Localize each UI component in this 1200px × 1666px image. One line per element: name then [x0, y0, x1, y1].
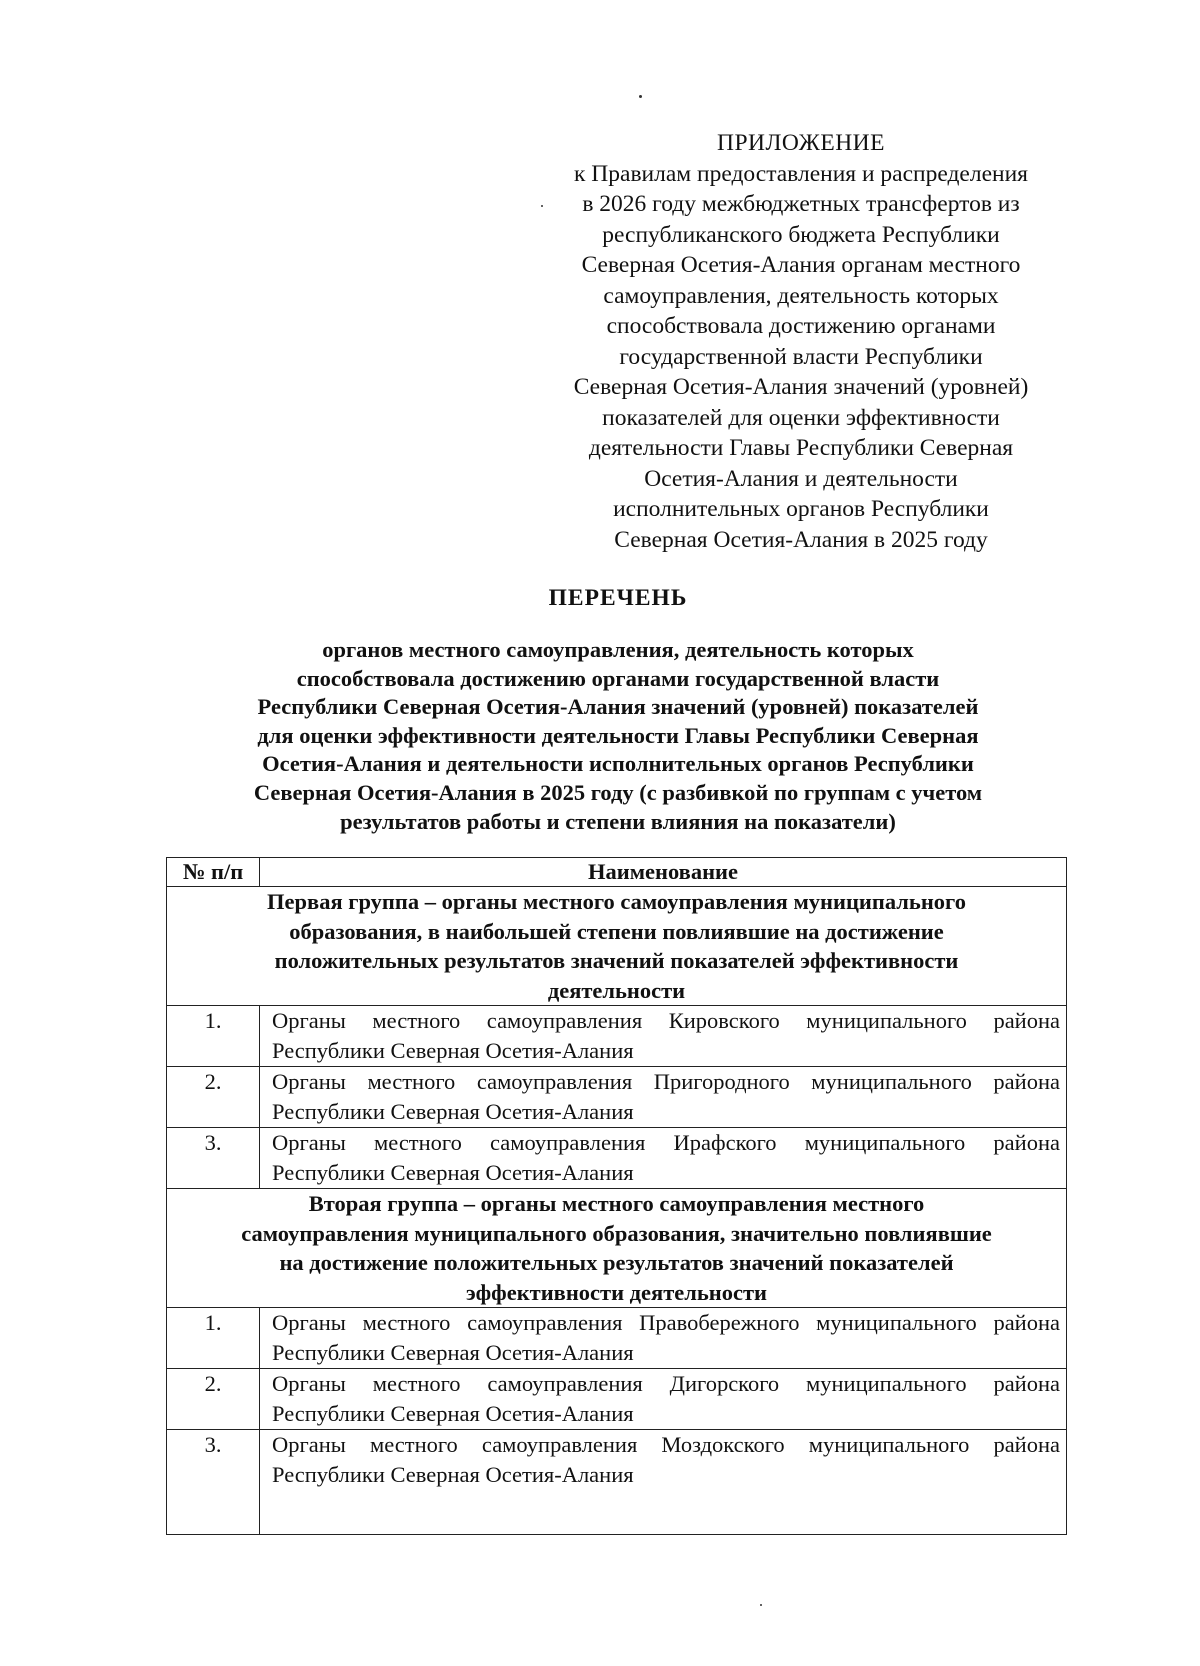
subtitle-line: органов местного самоуправления, деятельность которых — [322, 637, 914, 662]
row-name: Органы местного самоуправления Правобережного муниципального района Республики Северная Осетия-Алания — [260, 1308, 1067, 1369]
row-number: 1. — [167, 1308, 260, 1369]
group-title-line: образования, в наибольшей степени повлиявшие на достижение — [289, 918, 944, 944]
row-number: 2. — [167, 1067, 260, 1128]
municipalities-table — [166, 857, 1067, 1535]
appendix-line: республиканского бюджета Республики — [602, 221, 1000, 248]
group-title — [167, 1189, 1067, 1308]
table-header-row — [167, 858, 1067, 887]
group-title-line: Первая группа – органы местного самоуправления муниципального — [267, 889, 966, 914]
table-row — [167, 1430, 1067, 1535]
subtitle-line: Республики Северная Осетия-Алания значений (уровней) показателей — [257, 694, 979, 720]
table-row — [167, 1067, 1067, 1128]
row-name: Органы местного самоуправления Дигорского муниципального района Республики Северная Осетия-Алания — [260, 1369, 1067, 1430]
subtitle-line: Осетия-Алания и деятельности исполнительных органов Республики — [262, 751, 974, 777]
row-number: 3. — [167, 1430, 260, 1535]
group-title-line: деятельности — [547, 977, 686, 1003]
appendix-line: к Правилам предоставления и распределения — [574, 160, 1028, 187]
subtitle-line: Северная Осетия-Алания в 2025 году (с разбивкой по группам с учетом — [253, 779, 983, 805]
table-row — [167, 1128, 1067, 1189]
appendix-line: показателей для оценки эффективности — [602, 404, 1000, 431]
row-name: Органы местного самоуправления Моздокского муниципального района Республики Северная Осетия-Алания — [260, 1430, 1067, 1535]
group-title-line: самоуправления муниципального образования, значительно повлиявшие — [241, 1220, 992, 1246]
appendix-line: Северная Осетия-Алания значений (уровней) — [573, 374, 1029, 400]
column-header-name: Наименование — [260, 858, 1067, 887]
row-number: 3. — [167, 1128, 260, 1189]
table-row — [167, 1308, 1067, 1369]
group-title-line: на достижение положительных результатов значений показателей — [279, 1250, 954, 1275]
group-title-line: Вторая группа – органы местного самоуправления местного — [308, 1191, 925, 1216]
subtitle-line: результатов работы и степени влияния на показатели) — [340, 808, 896, 834]
table-row — [167, 1006, 1067, 1067]
appendix-line: самоуправления, деятельность которых — [603, 282, 999, 309]
row-name: Органы местного самоуправления Кировского муниципального района Республики Северная Осетия-Алания — [260, 1006, 1067, 1067]
group-title-line: положительных результатов значений показателей эффективности — [274, 948, 959, 973]
group-header-row — [167, 887, 1067, 1006]
group-title — [167, 887, 1067, 1006]
subtitle-line: способствовала достижению органами государственной власти — [296, 665, 940, 691]
row-name: Органы местного самоуправления Пригородного муниципального района Республики Северная Осетия-Алания — [260, 1067, 1067, 1128]
row-number: 2. — [167, 1369, 260, 1430]
appendix-block — [540, 128, 1062, 555]
appendix-line: Северная Осетия-Алания органам местного — [581, 252, 1021, 278]
scan-speck — [639, 95, 642, 98]
document-title: ПЕРЕЧЕНЬ — [548, 585, 688, 611]
appendix-line: исполнительных органов Республики — [613, 496, 989, 522]
appendix-heading: ПРИЛОЖЕНИЕ — [716, 130, 886, 156]
column-header-number: № п/п — [167, 858, 260, 887]
appendix-line: деятельности Главы Республики Северная — [588, 435, 1014, 461]
appendix-line: Северная Осетия-Алания в 2025 году — [614, 526, 988, 553]
table-row — [167, 1369, 1067, 1430]
appendix-line: в 2026 году межбюджетных трансфертов из — [582, 191, 1020, 217]
appendix-line: Осетия-Алания и деятельности — [644, 465, 958, 492]
document-subtitle — [168, 636, 1068, 836]
subtitle-line: для оценки эффективности деятельности Главы Республики Северная — [257, 722, 979, 748]
row-number: 1. — [167, 1006, 260, 1067]
row-name: Органы местного самоуправления Ирафского муниципального района Республики Северная Осетия-Алания — [260, 1128, 1067, 1189]
group-title-line: эффективности деятельности — [465, 1279, 767, 1305]
group-header-row — [167, 1189, 1067, 1308]
scan-speck — [760, 1604, 762, 1606]
appendix-line: способствовала достижению органами — [606, 313, 996, 339]
appendix-line: государственной власти Республики — [619, 343, 983, 370]
